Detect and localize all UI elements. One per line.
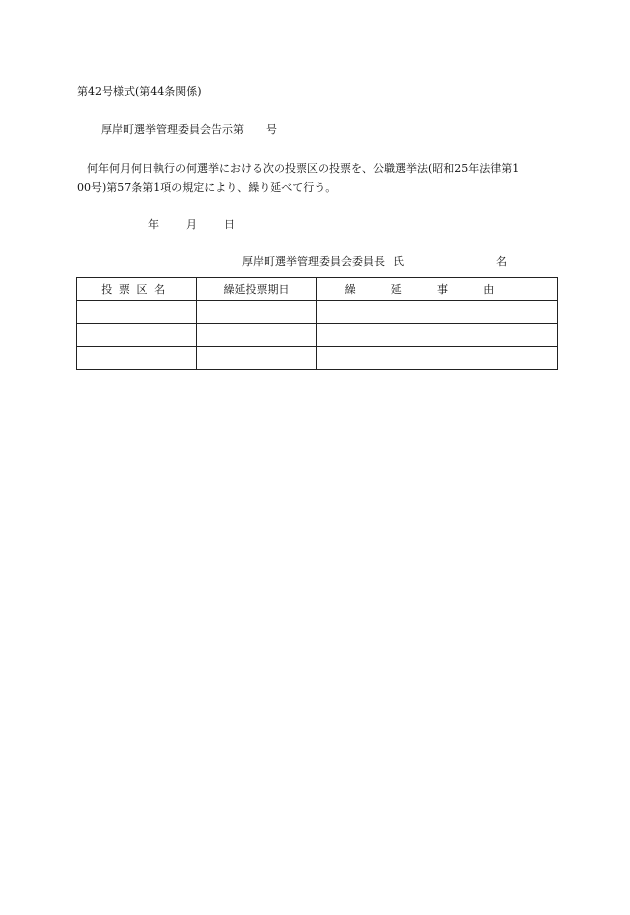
table-cell (317, 324, 558, 347)
table-cell (197, 324, 317, 347)
postponement-table (76, 277, 558, 370)
table-cell (317, 347, 558, 370)
notice-header-suffix: 号 (266, 123, 277, 136)
date-year: 年 (148, 218, 159, 231)
table-header-row (77, 278, 558, 301)
date-line (148, 218, 235, 232)
header-postponement-reason: 繰延事由 (317, 278, 558, 301)
table-cell (317, 301, 558, 324)
notice-body-line-2: 00号)第57条第1項の規定により、繰り延べて行う。 (77, 181, 337, 194)
table-cell (77, 301, 197, 324)
signature-title: 厚岸町選挙管理委員会委員長 (242, 255, 385, 268)
table-cell (197, 301, 317, 324)
table-cell (77, 347, 197, 370)
notice-header (101, 123, 277, 137)
table-row (77, 301, 558, 324)
form-label: 第42号様式(第44条関係) (77, 85, 202, 98)
table-row (77, 347, 558, 370)
table-row (77, 324, 558, 347)
header-postponed-date: 繰延投票期日 (197, 278, 317, 301)
header-precinct-name: 投票区名 (77, 278, 197, 301)
table-cell (197, 347, 317, 370)
signature-name-label-1: 氏 (393, 255, 404, 268)
notice-body-line-1: 何年何月何日執行の何選挙における次の投票区の投票を、公職選挙法(昭和25年法律第1 (87, 162, 520, 175)
date-month: 月 (186, 218, 197, 231)
signature-line (242, 255, 507, 269)
table-cell (77, 324, 197, 347)
date-day: 日 (224, 218, 235, 231)
notice-header-prefix: 厚岸町選挙管理委員会告示第 (101, 123, 244, 136)
signature-name-label-2: 名 (496, 255, 507, 268)
